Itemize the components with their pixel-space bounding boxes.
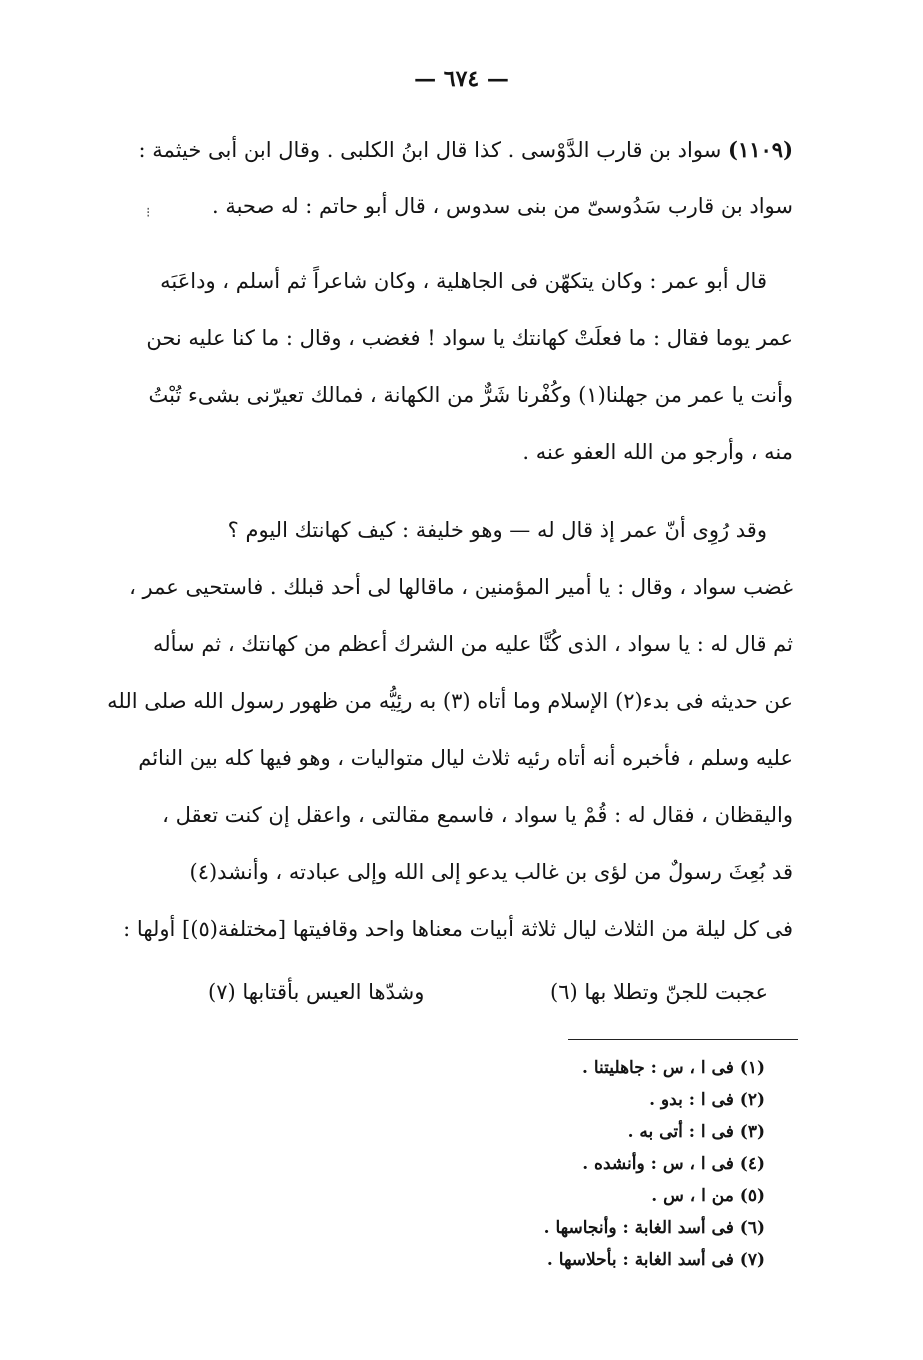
paragraph-line: غضب سواد ، وقال : يا أمير المؤمنين ، ماقالها لى أحد قبلك . فاستحيى عمر ، (129, 575, 793, 599)
verse-first-hemistich: عجبت للجنّ وتطلا بها (٦) (550, 980, 768, 1004)
entry-line-1-text: سواد بن قارب الدَّوْسى . كذا قال ابنُ الكلبى . وقال ابن أبى خيثمة : (138, 138, 722, 162)
footnote-divider (568, 1039, 798, 1040)
paragraph-line: عن حديثه فى بدء(٢) الإسلام وما أتاه (٣) به رئِيُّه من ظهور رسول الله صلى الله (107, 689, 793, 713)
footnote-item: (١) فى ا ، س : جاهليتنا . (582, 1058, 765, 1078)
entry-line-1 (138, 121, 793, 178)
paragraph-line: وأنت يا عمر من جهلنا(١) وكُفْرنا شَرٌّ من الكهانة ، فمالك تعيرّنى بشىء تُبْتُ (148, 383, 793, 407)
footnote-item: (٢) فى ا : بدو . (649, 1090, 765, 1110)
entry-line-2: سواد بن قارب سَدُوسىّ من بنى سدوس ، قال أبو حاتم : له صحبة . (211, 194, 793, 218)
paragraph-line: واليقظان ، فقال له : قُمْ يا سواد ، فاسمع مقالتى ، واعقل إن كنت تعقل ، (162, 803, 793, 827)
paragraph-line: ثم قال له : يا سواد ، الذى كُنَّا عليه من الشرك أعظم من كهانتك ، ثم سأله (153, 632, 793, 656)
paragraph-line: قد بُعِثَ رسولٌ من لؤى بن غالب يدعو إلى الله وإلى عبادته ، وأنشد(٤) (189, 860, 793, 884)
footnote-item: (٦) فى أسد الغابة : وأنجاسها . (543, 1218, 765, 1238)
footnote-item: (٧) فى أسد الغابة : بأحلاسها . (546, 1250, 765, 1270)
paragraph-line: منه ، وأرجو من الله العفو عنه . (522, 440, 793, 464)
paragraph-line: عليه وسلم ، فأخبره أنه أتاه رئيه ثلاث ليال متواليات ، وهو فيها كله بين النائم (138, 746, 793, 770)
margin-mark: ⁝ (146, 205, 151, 221)
paragraph-narration (107, 502, 793, 958)
footnote-item: (٤) فى ا ، س : وأنشده . (582, 1154, 765, 1174)
footnote-item: (٥) من ا ، س . (651, 1186, 765, 1206)
paragraph-line: عمر يوما فقال : ما فعلَتْ كهانتك يا سواد ! فغضب ، وقال : ما كنا عليه نحن (146, 326, 793, 350)
paragraph-line: فى كل ليلة من الثلاث ليال ثلاثة أبيات معناها واحد وقافيتها [مختلفة(٥)] أولها : (123, 917, 793, 941)
footnote-item: (٣) فى ا : أتى به . (627, 1122, 765, 1142)
verse-second-hemistich: وشدّها العيس بأقتابها (٧) (208, 980, 425, 1004)
page-number: — ٦٧٤ — (414, 66, 509, 92)
paragraph-abu-umar (138, 253, 793, 481)
poem-verse (188, 972, 808, 1022)
paragraph-line: قال أبو عمر : وكان يتكهّن فى الجاهلية ، وكان شاعراً ثم أسلم ، وداعَبَه (160, 269, 767, 293)
paragraph-line: وقد رُوِى أنّ عمر إذ قال له — وهو خليفة : كيف كهانتك اليوم ؟ (227, 518, 767, 542)
footnotes (440, 1052, 765, 1276)
biography-entry (138, 121, 793, 235)
entry-number: (١١٠٩) (728, 137, 793, 162)
